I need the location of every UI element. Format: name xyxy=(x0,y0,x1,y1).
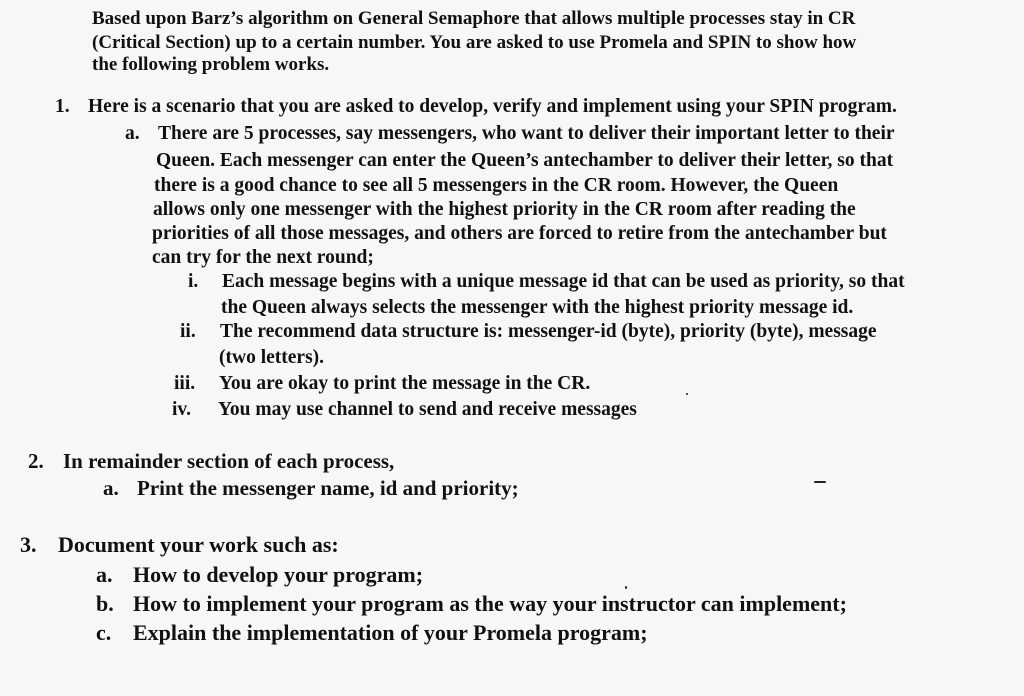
sub-item-label: a. xyxy=(96,562,113,587)
scan-mark xyxy=(625,586,627,589)
point-label: iii. xyxy=(174,373,196,394)
intro-line: (Critical Section) up to a certain number. You are asked to use Promela and SPIN to show how xyxy=(92,32,857,53)
sub-item-label: c. xyxy=(96,620,112,645)
point-line: You may use channel to send and receive messages xyxy=(218,399,637,420)
sub-item-label: b. xyxy=(96,591,114,616)
sub-item-text: How to implement your program as the way your instructor can implement; xyxy=(133,591,847,616)
point-line: (two letters). xyxy=(219,347,325,368)
sub-item-line: can try for the next round; xyxy=(152,247,374,268)
sub-item-text: Explain the implementation of your Promela program; xyxy=(133,620,648,645)
sub-item-line: allows only one messenger with the highest priority in the CR room after reading the xyxy=(153,199,856,220)
point-line: The recommend data structure is: messenger-id (byte), priority (byte), message xyxy=(220,321,877,342)
scan-mark xyxy=(814,481,826,483)
point-label: iv. xyxy=(172,399,191,420)
intro-line: the following problem works. xyxy=(92,54,330,75)
point-line: Each message begins with a unique message id that can be used as priority, so that xyxy=(222,271,905,292)
item-text: In remainder section of each process, xyxy=(63,449,395,473)
item-number: 1. xyxy=(55,96,70,117)
sub-item-line: Queen. Each messenger can enter the Queen’s antechamber to deliver their letter, so that xyxy=(156,150,894,171)
sub-item-text: How to develop your program; xyxy=(133,562,424,587)
sub-item-line: priorities of all those messages, and others are forced to retire from the antechamber but xyxy=(152,223,887,244)
point-label: i. xyxy=(188,271,199,292)
sub-item-line: there is a good chance to see all 5 messengers in the CR room. However, the Queen xyxy=(154,175,839,196)
sub-item-label: a. xyxy=(103,476,119,500)
point-line: the Queen always selects the messenger with the highest priority message id. xyxy=(221,297,854,318)
sub-item-label: a. xyxy=(125,123,140,144)
intro-line: Based upon Barz’s algorithm on General Semaphore that allows multiple processes stay in CR xyxy=(92,8,856,29)
item-text: Here is a scenario that you are asked to develop, verify and implement using your SPIN program. xyxy=(88,96,897,117)
sub-item-line: There are 5 processes, say messengers, who want to deliver their important letter to their xyxy=(158,123,895,144)
item-text: Document your work such as: xyxy=(58,532,339,557)
item-number: 2. xyxy=(28,449,44,473)
point-line: You are okay to print the message in the CR. xyxy=(219,373,591,394)
point-label: ii. xyxy=(180,321,196,342)
sub-item-text: Print the messenger name, id and priority; xyxy=(137,476,519,500)
item-number: 3. xyxy=(20,532,37,557)
scan-mark xyxy=(686,393,688,395)
